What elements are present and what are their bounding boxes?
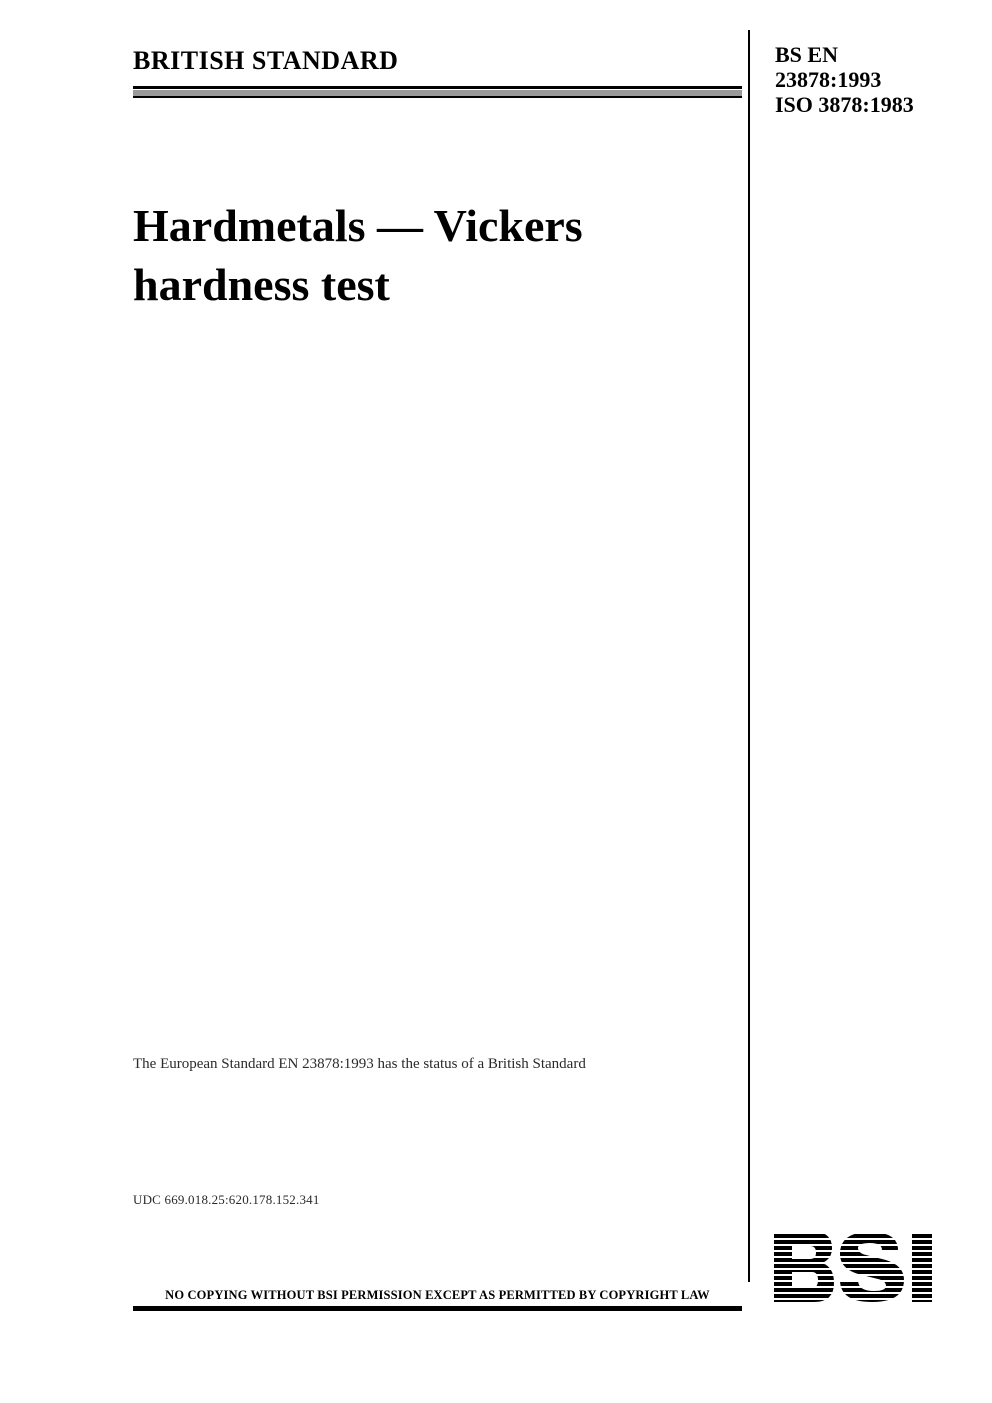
- standard-number-line-1: BS EN: [775, 42, 838, 67]
- standard-number-block: [775, 42, 975, 117]
- udc-classification: UDC 669.018.25:620.178.152.341: [133, 1192, 320, 1207]
- footer-rule: [133, 1306, 742, 1311]
- header-rule-top: [133, 86, 742, 89]
- column-divider-rule: [748, 30, 750, 1282]
- publisher-header: BRITISH STANDARD: [133, 46, 399, 75]
- copyright-notice: NO COPYING WITHOUT BSI PERMISSION EXCEPT AS PERMITTED BY COPYRIGHT LAW: [165, 1288, 710, 1302]
- status-note: The European Standard EN 23878:1993 has the status of a British Standard: [133, 1056, 586, 1072]
- page-title: Hardmetals — Vickers hardness test: [133, 200, 583, 310]
- standard-number-line-3: ISO 3878:1983: [775, 92, 914, 117]
- standard-number-line-2: 23878:1993: [775, 67, 882, 92]
- bsi-logo-icon: [770, 1228, 960, 1314]
- header-rule-bottom: [133, 96, 742, 98]
